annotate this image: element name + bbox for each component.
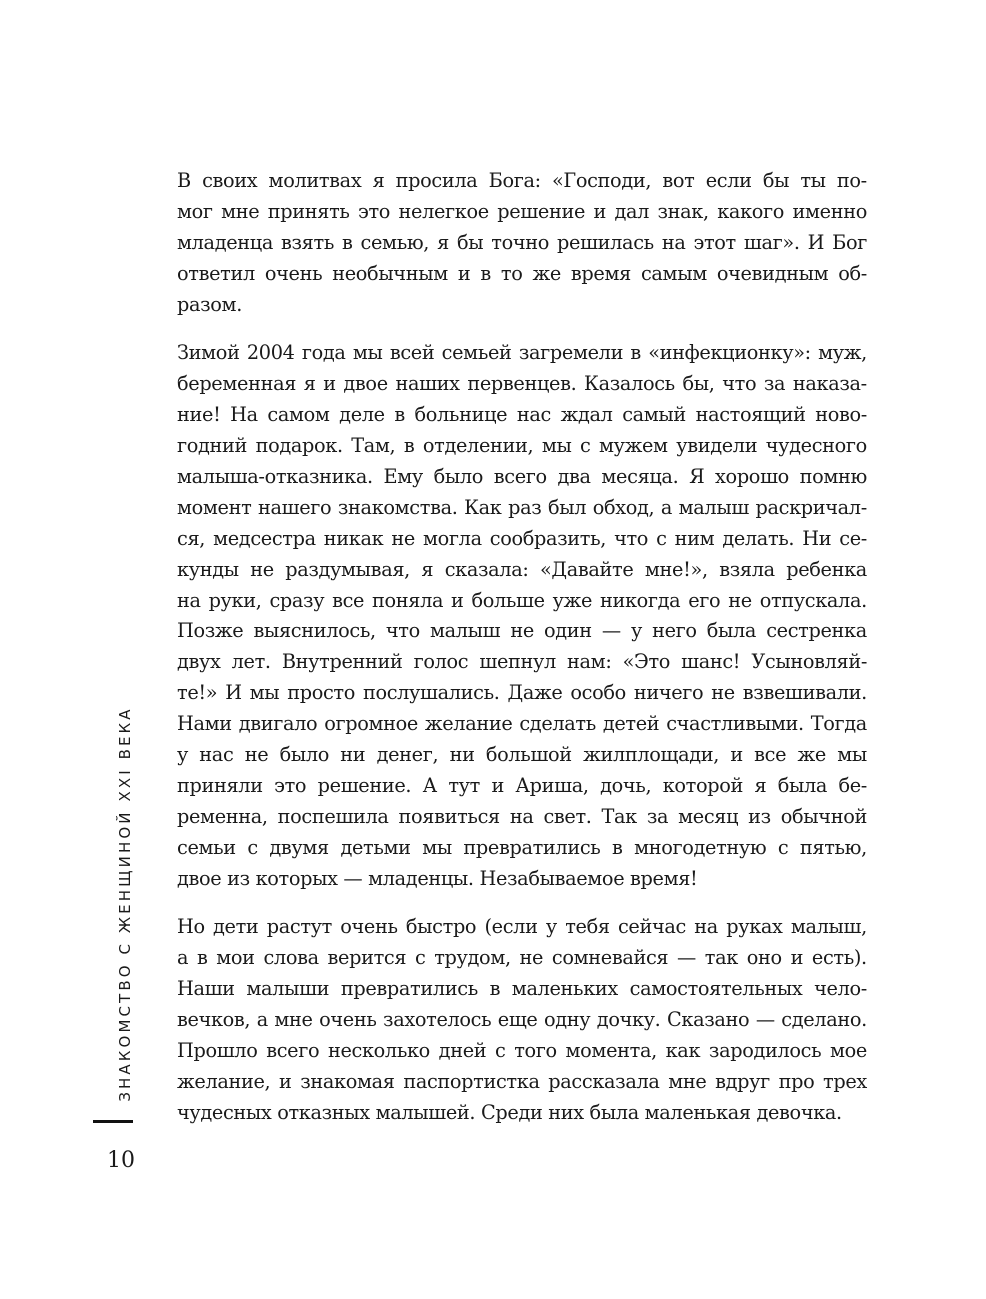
text-line: семьи с двумя детьми мы превратились в многодетную с пятью, (177, 835, 867, 859)
body-text (177, 166, 867, 1147)
text-line: кунды не раздумывая, я сказала: «Давайте мне!», взяла ребенка (177, 557, 867, 581)
text-line: беременная я и двое наших первенцев. Казалось бы, что за наказа- (177, 372, 867, 396)
text-line: годний подарок. Там, в отделении, мы с мужем увидели чудесного (177, 434, 867, 458)
paragraph (177, 338, 867, 894)
text-line: те!» И мы просто послушались. Даже особо ничего не взвешивали. (177, 681, 867, 705)
text-line: разом. (177, 292, 242, 316)
text-line: желание, и знакомая паспортистка рассказала мне вдруг про трех (177, 1069, 867, 1093)
paragraph (177, 912, 867, 1128)
text-line: вечков, а мне очень захотелось еще одну дочку. Сказано — сделано. (177, 1008, 867, 1032)
footer-rule (93, 1120, 133, 1123)
text-line: В своих молитвах я просила Бога: «Господи, вот если бы ты по- (177, 169, 867, 192)
text-line: Зимой 2004 года мы всей семьей загремели в «инфекционку»: муж, (177, 341, 867, 365)
text-line: младенца взять в семью, я бы точно решилась на этот шаг». И Бог (177, 230, 867, 254)
text-line: ние! На самом деле в больнице нас ждал самый настоящий ново- (177, 403, 867, 427)
text-line: чудесных отказных малышей. Среди них была маленькая девочка. (177, 1100, 842, 1124)
text-line: а в мои слова верится с трудом, не сомневайся — так оно и есть). (177, 946, 867, 970)
text-line: двое из которых — младенцы. Незабываемое время! (177, 866, 698, 890)
text-line: Прошло всего несколько дней с того момента, как зародилось мое (177, 1039, 867, 1063)
paragraph (177, 166, 867, 320)
text-line: на руки, сразу все поняла и больше уже никогда его не отпускала. (177, 588, 867, 612)
text-line: приняли это решение. А тут и Ариша, дочь, которой я была бе- (177, 773, 867, 797)
text-line: Нами двигало огромное желание сделать детей счастливыми. Тогда (177, 712, 867, 736)
text-line: ся, медсестра никак не могла сообразить, что с ним делать. Ни се- (177, 526, 867, 550)
text-line: двух лет. Внутренний голос шепнул нам: «Это шанс! Усыновляй- (177, 650, 867, 674)
running-head: ЗНАКОМСТВО С ЖЕНЩИНОЙ XXI ВЕКА (116, 706, 134, 1102)
text-line: Позже выяснилось, что малыш не один — у него была сестренка (177, 619, 867, 643)
text-line: Наши малыши превратились в маленьких самостоятельных чело- (177, 977, 867, 1001)
text-line: момент нашего знакомства. Как раз был обход, а малыш раскричал- (177, 495, 867, 519)
text-line: ответил очень необычным и в то же время самым очевидным об- (177, 261, 867, 285)
text-line: Но дети растут очень быстро (если у тебя сейчас на руках малыш, (177, 915, 867, 939)
text-line: малыша-отказника. Ему было всего два месяца. Я хорошо помню (177, 465, 867, 489)
text-line: мог мне принять это нелегкое решение и дал знак, какого именно (177, 199, 867, 223)
text-line: ременна, поспешила появиться на свет. Так за месяц из обычной (177, 804, 867, 828)
text-line: у нас не было ни денег, ни большой жилплощади, и все же мы (177, 743, 867, 767)
page-number: 10 (107, 1148, 135, 1173)
